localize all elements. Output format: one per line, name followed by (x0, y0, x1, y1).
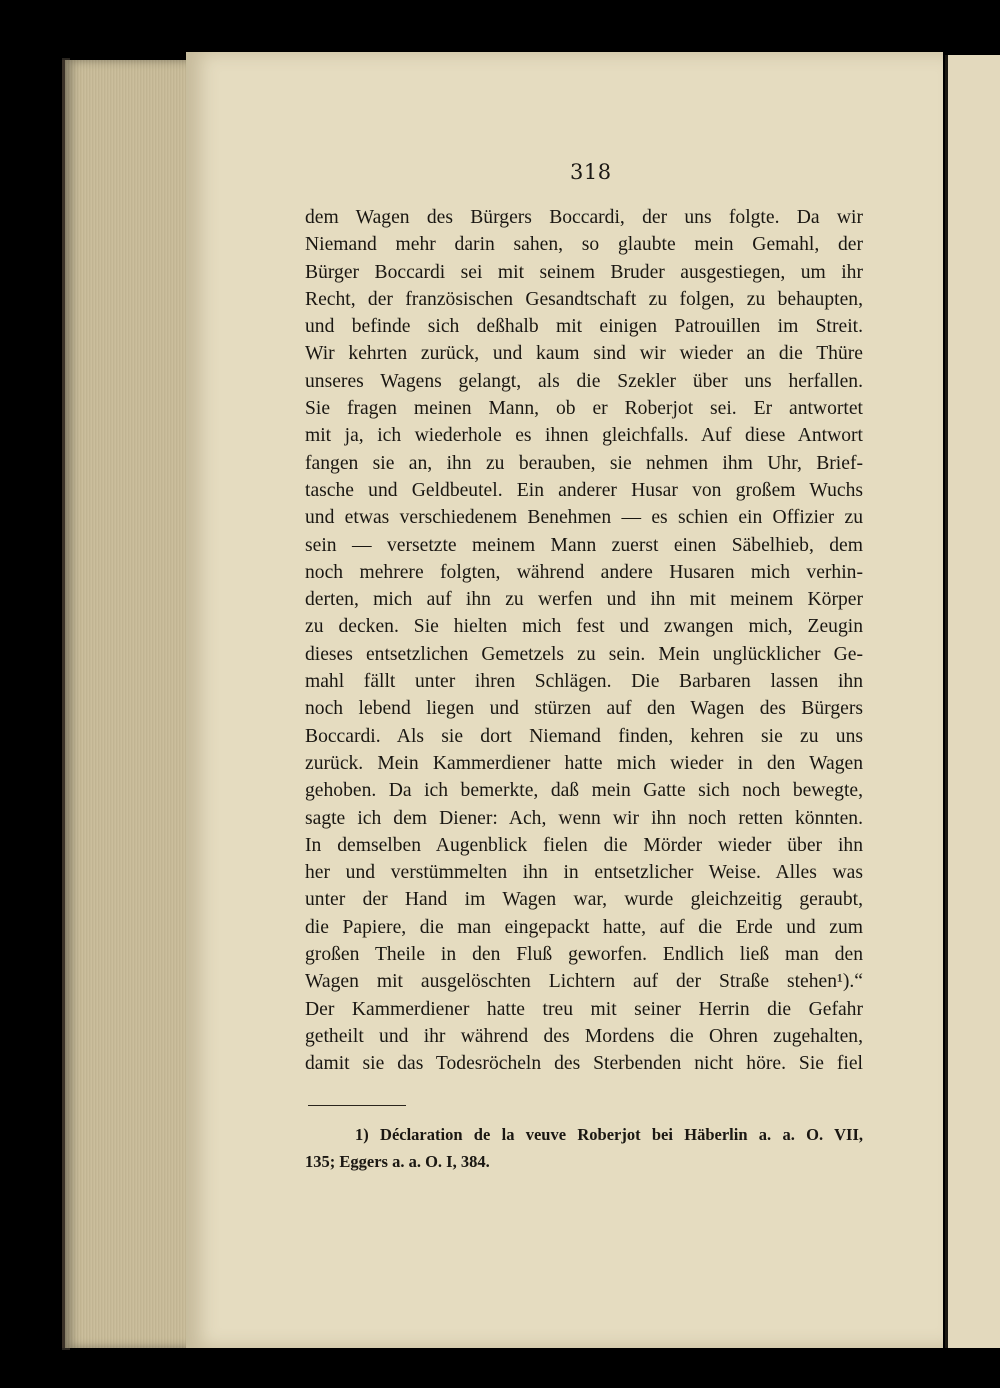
footnote-line: 135; Eggers a. a. O. I, 384. (305, 1152, 490, 1171)
text-line: Der Kammerdiener hatte treu mit seiner Herrin die Gefahr (305, 998, 863, 1020)
text-line: mit ja, ich wiederhole es ihnen gleichfalls. Auf diese Antwort (305, 425, 863, 447)
text-line: unseres Wagens gelangt, als die Szekler über uns herfallen. (305, 370, 863, 392)
body-text (305, 204, 863, 1078)
text-line: zu decken. Sie hielten mich fest und zwangen mich, Zeugin (305, 616, 863, 638)
page-edges (62, 60, 191, 1348)
text-line: damit sie das Todesröcheln des Sterbenden nicht höre. Sie fiel (305, 1053, 863, 1075)
facing-page-edge (945, 55, 1000, 1348)
page-number: 318 (570, 160, 612, 184)
text-line: fangen sie an, ihn zu berauben, sie nehmen ihm Uhr, Brief- (305, 452, 863, 474)
footnote (305, 1121, 863, 1175)
text-line: die Papiere, die man eingepackt hatte, auf die Erde und zum (305, 916, 863, 938)
footnote-line: 1) Déclaration de la veuve Roberjot bei Häberlin a. a. O. VII, (355, 1125, 863, 1144)
text-line: Bürger Boccardi sei mit seinem Bruder ausgestiegen, um ihr (305, 261, 863, 283)
text-line: getheilt und ihr während des Mordens die Ohren zugehalten, (305, 1025, 863, 1047)
footnote-divider (308, 1105, 406, 1106)
text-line: tasche und Geldbeutel. Ein anderer Husar von großem Wuchs (305, 479, 863, 501)
text-line: Niemand mehr darin sahen, so glaubte mein Gemahl, der (305, 234, 863, 256)
text-line: sagte ich dem Diener: Ach, wenn wir ihn noch retten könnten. (305, 807, 863, 829)
text-line: und etwas verschiedenem Benehmen — es schien ein Offizier zu (305, 507, 863, 529)
text-line: noch mehrere folgten, während andere Husaren mich verhin- (305, 561, 863, 583)
text-line: dieses entsetzlichen Gemetzels zu sein. Mein unglücklicher Ge- (305, 643, 863, 665)
text-line: Sie fragen meinen Mann, ob er Roberjot sei. Er antwortet (305, 398, 863, 420)
text-line: noch lebend liegen und stürzen auf den Wagen des Bürgers (305, 698, 863, 720)
text-line: unter der Hand im Wagen war, wurde gleichzeitig geraubt, (305, 889, 863, 911)
text-line: dem Wagen des Bürgers Boccardi, der uns folgte. Da wir (305, 207, 863, 228)
text-line: Recht, der französischen Gesandtschaft zu folgen, zu behaupten, (305, 288, 863, 310)
text-line: In demselben Augenblick fielen die Mörder wieder über ihn (305, 834, 863, 856)
text-line: mahl fällt unter ihren Schlägen. Die Barbaren lassen ihn (305, 671, 863, 693)
text-line: und befinde sich deßhalb mit einigen Patrouillen im Streit. (305, 316, 863, 338)
text-line: sein — versetzte meinem Mann zuerst einen Säbelhieb, dem (305, 534, 863, 556)
text-line: her und verstümmelten ihn in entsetzlicher Weise. Alles was (305, 862, 863, 884)
text-line: Wir kehrten zurück, und kaum sind wir wieder an die Thüre (305, 343, 863, 365)
text-line: derten, mich auf ihn zu werfen und ihn mit meinem Körper (305, 589, 863, 611)
text-line: zurück. Mein Kammerdiener hatte mich wieder in den Wagen (305, 752, 863, 774)
text-line: gehoben. Da ich bemerkte, daß mein Gatte sich noch bewegte, (305, 780, 863, 802)
text-line: großen Theile in den Fluß geworfen. Endlich ließ man den (305, 944, 863, 966)
text-line: Boccardi. Als sie dort Niemand finden, kehren sie zu uns (305, 725, 863, 747)
text-line: Wagen mit ausgelöschten Lichtern auf der Straße stehen¹).“ (305, 971, 863, 993)
